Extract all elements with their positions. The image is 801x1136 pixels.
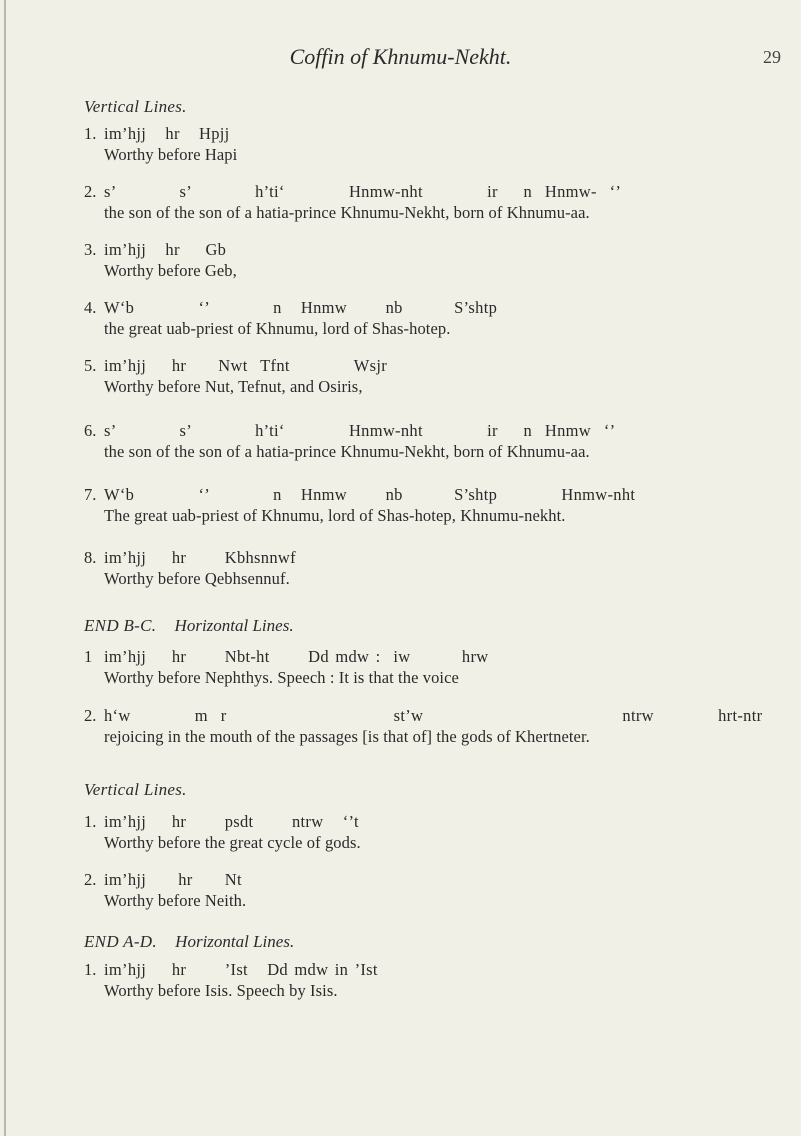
section-subheading: Horizontal Lines. — [174, 616, 294, 635]
entry — [84, 298, 498, 339]
transliteration: im’hjj hr Nt — [104, 870, 242, 889]
translation: Worthy before the great cycle of gods. — [104, 833, 361, 852]
entry-number: 1. — [84, 124, 97, 143]
translation: the son of the son of a hatia-prince Khnumu-Nekht, born of Khnumu-aa. — [104, 442, 590, 461]
entry — [84, 812, 361, 853]
translation: The great uab-priest of Khnumu, lord of Shas-hotep, Khnumu-nekht. — [104, 506, 566, 525]
entry — [84, 356, 388, 397]
entry — [84, 647, 489, 688]
entry-number: 2. — [84, 182, 97, 201]
transliteration: im’hjj hr Nwt Tfnt Wsjr — [104, 356, 388, 375]
section-heading — [84, 97, 201, 117]
entry — [84, 124, 238, 165]
transliteration: W‘b ‘’ n Hnmw nb S’shtp — [104, 298, 498, 317]
transliteration: W‘b ‘’ n Hnmw nb S’shtp Hnmw-nht — [104, 485, 636, 504]
entry-number: 2. — [84, 870, 97, 889]
section-heading — [84, 616, 294, 636]
translation: Worthy before Nut, Tefnut, and Osiris, — [104, 377, 363, 396]
transliteration: im’hjj hr Kbhsnnwf — [104, 548, 296, 567]
translation: Worthy before Hapi — [104, 145, 238, 164]
entry-number: 3. — [84, 240, 97, 259]
entry-number: 1 — [84, 647, 93, 666]
entry-number: 2. — [84, 706, 97, 725]
transliteration: s’ s’ h’ti‘ Hnmw-nht ir n Hnmw- ‘’ — [104, 182, 622, 201]
translation: the son of the son of a hatia-prince Khnumu-Nekht, born of Khnumu-aa. — [104, 203, 590, 222]
translation: Worthy before Geb, — [104, 261, 237, 280]
entry-number: 4. — [84, 298, 97, 317]
transliteration: h‘w m r st’w ntrw hrt-ntr — [104, 706, 763, 725]
section-heading — [84, 780, 201, 800]
entry-number: 7. — [84, 485, 97, 504]
translation: Worthy before Isis. Speech by Isis. — [104, 981, 338, 1000]
page-number: 29 — [763, 47, 781, 67]
section-heading-text: END A-D. — [84, 932, 157, 951]
section-heading-text: END B-C. — [84, 616, 157, 635]
translation: the great uab-priest of Khnumu, lord of Shas-hotep. — [104, 319, 451, 338]
entry — [84, 421, 616, 462]
entry — [84, 960, 378, 1001]
entry-number: 1. — [84, 812, 97, 831]
running-head — [0, 42, 801, 76]
entry — [84, 182, 622, 223]
entry — [84, 240, 237, 281]
transliteration: im’hjj hr Gb — [104, 240, 227, 259]
transliteration: im’hjj hr psdt ntrw ‘’t — [104, 812, 359, 831]
translation: Worthy before Neith. — [104, 891, 247, 910]
translation: Worthy before Nephthys. Speech : It is that the voice — [104, 668, 459, 687]
translation: Worthy before Qebhsennuf. — [104, 569, 290, 588]
running-title: Coffin of Khnumu-Nekht. — [289, 44, 512, 69]
section-subheading: Horizontal Lines. — [175, 932, 295, 951]
page-edge-rule — [4, 0, 6, 1136]
entry-number: 1. — [84, 960, 97, 979]
section-heading — [84, 932, 294, 952]
section-heading-text: Vertical Lines. — [84, 97, 187, 116]
entry — [84, 485, 636, 526]
entry-number: 5. — [84, 356, 97, 375]
section-heading-text: Vertical Lines. — [84, 780, 187, 799]
transliteration: im’hjj hr Hpjj — [104, 124, 230, 143]
entry — [84, 706, 763, 747]
entry-number: 8. — [84, 548, 97, 567]
entry-number: 6. — [84, 421, 97, 440]
entry — [84, 548, 296, 589]
translation: rejoicing in the mouth of the passages [is that of] the gods of Khertneter. — [104, 727, 590, 746]
transliteration: im’hjj hr ’Ist Dd mdw in ’Ist — [104, 960, 378, 979]
transliteration: s’ s’ h’ti‘ Hnmw-nht ir n Hnmw ‘’ — [104, 421, 616, 440]
transliteration: im’hjj hr Nbt-ht Dd mdw : iw hrw — [104, 647, 489, 666]
entry — [84, 870, 247, 911]
